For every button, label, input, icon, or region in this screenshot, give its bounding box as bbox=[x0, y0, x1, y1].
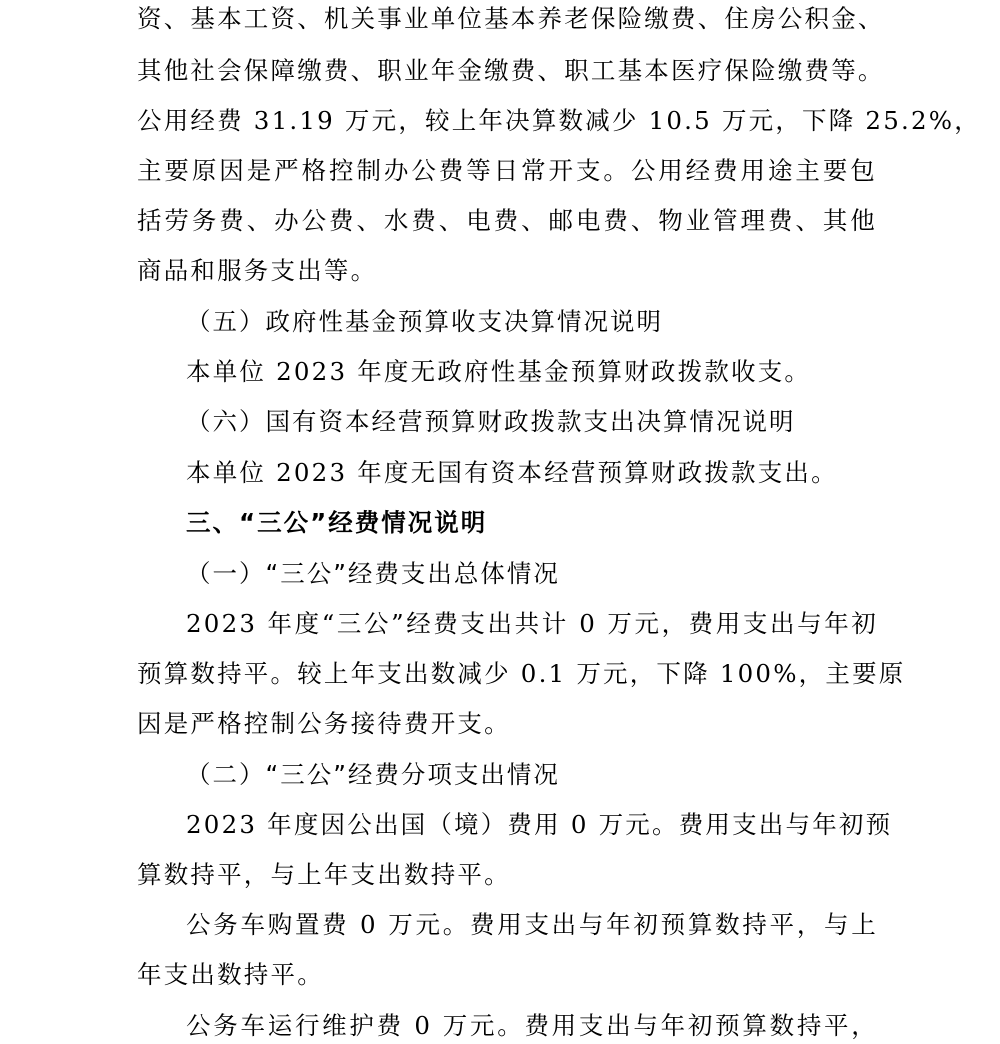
paragraph-line: 资、基本工资、机关事业单位基本养老保险缴费、住房公积金、 bbox=[137, 4, 885, 33]
paragraph-line: 因是严格控制公务接待费开支。 bbox=[137, 709, 511, 738]
paragraph-line: 商品和服务支出等。 bbox=[137, 256, 378, 285]
subsection-heading: （一）“三公”经费支出总体情况 bbox=[186, 559, 560, 588]
subsection-heading: （五）政府性基金预算收支决算情况说明 bbox=[186, 307, 663, 336]
paragraph-line: 其他社会保障缴费、职业年金缴费、职工基本医疗保险缴费等。 bbox=[137, 56, 885, 85]
paragraph-line: 2023 年度因公出国（境）费用 0 万元。费用支出与年初预 bbox=[186, 810, 893, 839]
paragraph-line: 括劳务费、办公费、水费、电费、邮电费、物业管理费、其他 bbox=[137, 206, 877, 235]
paragraph-line: 本单位 2023 年度无国有资本经营预算财政拨款支出。 bbox=[186, 458, 838, 487]
paragraph-line: 年支出数持平。 bbox=[137, 960, 324, 989]
paragraph-line: 算数持平，与上年支出数持平。 bbox=[137, 860, 511, 889]
subsection-heading: （二）“三公”经费分项支出情况 bbox=[186, 760, 560, 789]
paragraph-line: 公用经费 31.19 万元，较上年决算数减少 10.5 万元，下降 25.2%， bbox=[137, 106, 981, 135]
paragraph-line: 公务车购置费 0 万元。费用支出与年初预算数持平，与上 bbox=[186, 910, 878, 939]
paragraph-line: 2023 年度“三公”经费支出共计 0 万元，费用支出与年初 bbox=[186, 609, 878, 638]
paragraph-line: 预算数持平。较上年支出数减少 0.1 万元，下降 100%，主要原 bbox=[137, 659, 906, 688]
paragraph-line: 公务车运行维护费 0 万元。费用支出与年初预算数持平， bbox=[186, 1011, 878, 1040]
paragraph-line: 主要原因是严格控制办公费等日常开支。公用经费用途主要包 bbox=[137, 156, 877, 185]
paragraph-line: 本单位 2023 年度无政府性基金预算财政拨款收支。 bbox=[186, 357, 812, 386]
subsection-heading: （六）国有资本经营预算财政拨款支出决算情况说明 bbox=[186, 407, 796, 436]
section-heading: 三、“三公”经费情况说明 bbox=[186, 508, 488, 537]
